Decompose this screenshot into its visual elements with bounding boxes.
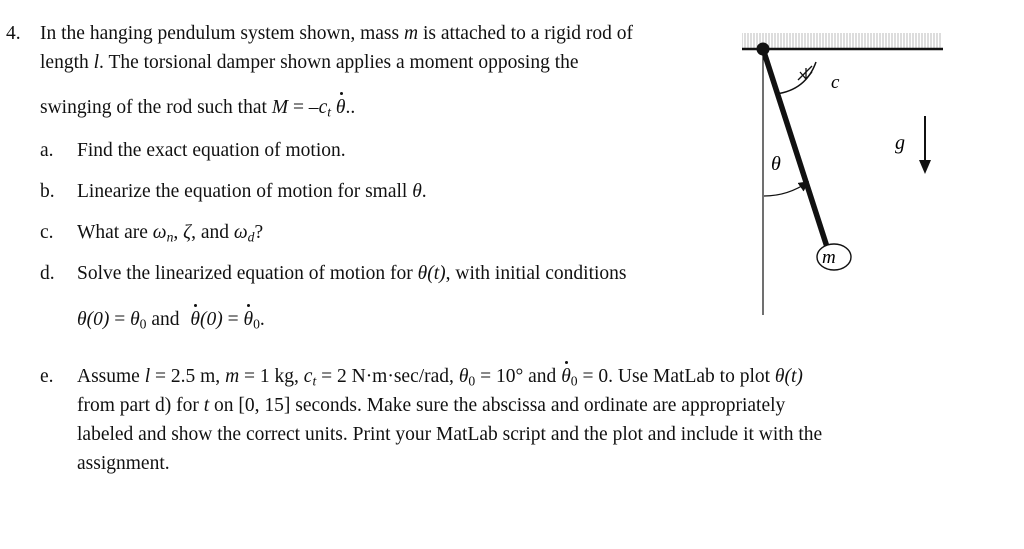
damper-arc bbox=[776, 62, 816, 94]
part-c-wd-sub: d bbox=[247, 229, 255, 245]
part-e-2a: from part d) for bbox=[77, 395, 204, 416]
damper-label: c bbox=[831, 72, 840, 93]
part-e-ct-sub: t bbox=[312, 373, 317, 389]
part-e-1a: Assume bbox=[77, 366, 145, 387]
part-d-ic1v: θ bbox=[130, 309, 140, 330]
part-d-ic1v-sub: 0 bbox=[139, 316, 147, 332]
part-d-eq2: = bbox=[222, 309, 244, 330]
part-d-ic2-dot: θ bbox=[190, 309, 200, 330]
problem-number: 4. bbox=[6, 23, 21, 44]
part-c-wd: ω bbox=[233, 222, 248, 243]
part-c-zeta: ζ bbox=[183, 222, 192, 243]
part-b-label: b. bbox=[40, 181, 55, 202]
part-d-text: Solve the linearized equation of motion for bbox=[77, 263, 418, 284]
part-c-end: ? bbox=[254, 222, 264, 243]
part-e-th0-sub: 0 bbox=[468, 373, 476, 389]
intro-var-l: l bbox=[93, 52, 100, 73]
intro-var-ct-sub: t bbox=[327, 104, 332, 120]
pivot bbox=[757, 43, 770, 56]
part-c-line: What are $\omega_n$, ζ, and $\omega_d$? bbox=[77, 222, 264, 245]
part-e-1b: = 2.5 m, bbox=[150, 366, 226, 387]
part-e-1d: = 2 N·m·sec/rad, bbox=[316, 366, 459, 387]
part-e-1f: = 0. Use MatLab to plot bbox=[577, 366, 775, 387]
part-d-ic1: θ(0) bbox=[77, 309, 110, 330]
part-e-m: m bbox=[225, 366, 240, 387]
intro-var-ct: c bbox=[318, 97, 328, 118]
angle-label: θ bbox=[771, 153, 781, 175]
part-b-var: θ bbox=[412, 181, 422, 202]
part-c-and: , and bbox=[191, 222, 234, 243]
intro-text-4: . The torsional damper shown applies a moment opposing the bbox=[99, 52, 579, 73]
gravity-arrow-icon bbox=[919, 116, 931, 174]
part-d-end: . bbox=[259, 309, 265, 330]
part-e-thd0: θ bbox=[561, 366, 571, 387]
intro-end: .. bbox=[345, 97, 356, 118]
part-e-thd0-sub: 0 bbox=[570, 373, 578, 389]
part-a-label: a. bbox=[40, 140, 54, 161]
part-b-text: Linearize the equation of motion for small bbox=[77, 181, 413, 202]
part-c-label: c. bbox=[40, 222, 54, 243]
part-c-text: What are bbox=[77, 222, 153, 243]
intro-theta-dot: θ bbox=[335, 97, 346, 118]
part-e-line-4: assignment. bbox=[77, 453, 170, 474]
part-e-t: t bbox=[203, 395, 210, 416]
part-e-2b: on [0, 15] seconds. Make sure the abscissa and ordinate are appropriately bbox=[209, 395, 786, 416]
angle-arc bbox=[764, 182, 808, 196]
pendulum-rod bbox=[763, 49, 828, 250]
part-e-th0: θ bbox=[458, 366, 469, 387]
part-d-and: and bbox=[146, 309, 185, 330]
part-e-1c: = 1 kg, bbox=[239, 366, 304, 387]
ceiling-hatch bbox=[742, 33, 942, 49]
intro-text-3: length bbox=[40, 52, 94, 73]
part-d-label: d. bbox=[40, 263, 55, 284]
intro-var-m: m bbox=[403, 23, 419, 44]
part-e-1e: = 10° and bbox=[475, 366, 562, 387]
part-a-text: Find the exact equation of motion. bbox=[77, 140, 346, 161]
intro-text-5: swinging of the rod such that bbox=[40, 97, 272, 118]
gravity-label: g bbox=[895, 132, 905, 154]
part-c-wn-sub: n bbox=[166, 229, 174, 245]
intro-var-M: M bbox=[271, 97, 289, 118]
mass-label: m bbox=[822, 247, 836, 268]
part-b-end: . bbox=[421, 181, 427, 202]
part-e-l: l bbox=[144, 366, 151, 387]
part-d-text2: , with initial conditions bbox=[445, 263, 627, 284]
part-d-eq1: = bbox=[109, 309, 131, 330]
part-e-line-3: labeled and show the correct units. Print your MatLab script and the plot and include it with the bbox=[77, 424, 823, 445]
part-e-ct: c bbox=[303, 366, 313, 387]
part-d-ic2v: θ bbox=[243, 309, 254, 330]
part-d-theta-t: θ(t) bbox=[417, 263, 446, 284]
intro-eq: = – bbox=[288, 97, 319, 118]
part-d-ic2: (0) bbox=[200, 309, 223, 330]
intro-text-1: In the hanging pendulum system shown, mass bbox=[40, 23, 404, 44]
intro-text-2: is attached to a rigid rod of bbox=[418, 23, 634, 44]
part-e-plot: θ(t) bbox=[774, 366, 803, 387]
part-c-wn: ω bbox=[152, 222, 167, 243]
part-e-label: e. bbox=[40, 366, 54, 387]
part-d-ic2v-sub: 0 bbox=[253, 316, 260, 332]
